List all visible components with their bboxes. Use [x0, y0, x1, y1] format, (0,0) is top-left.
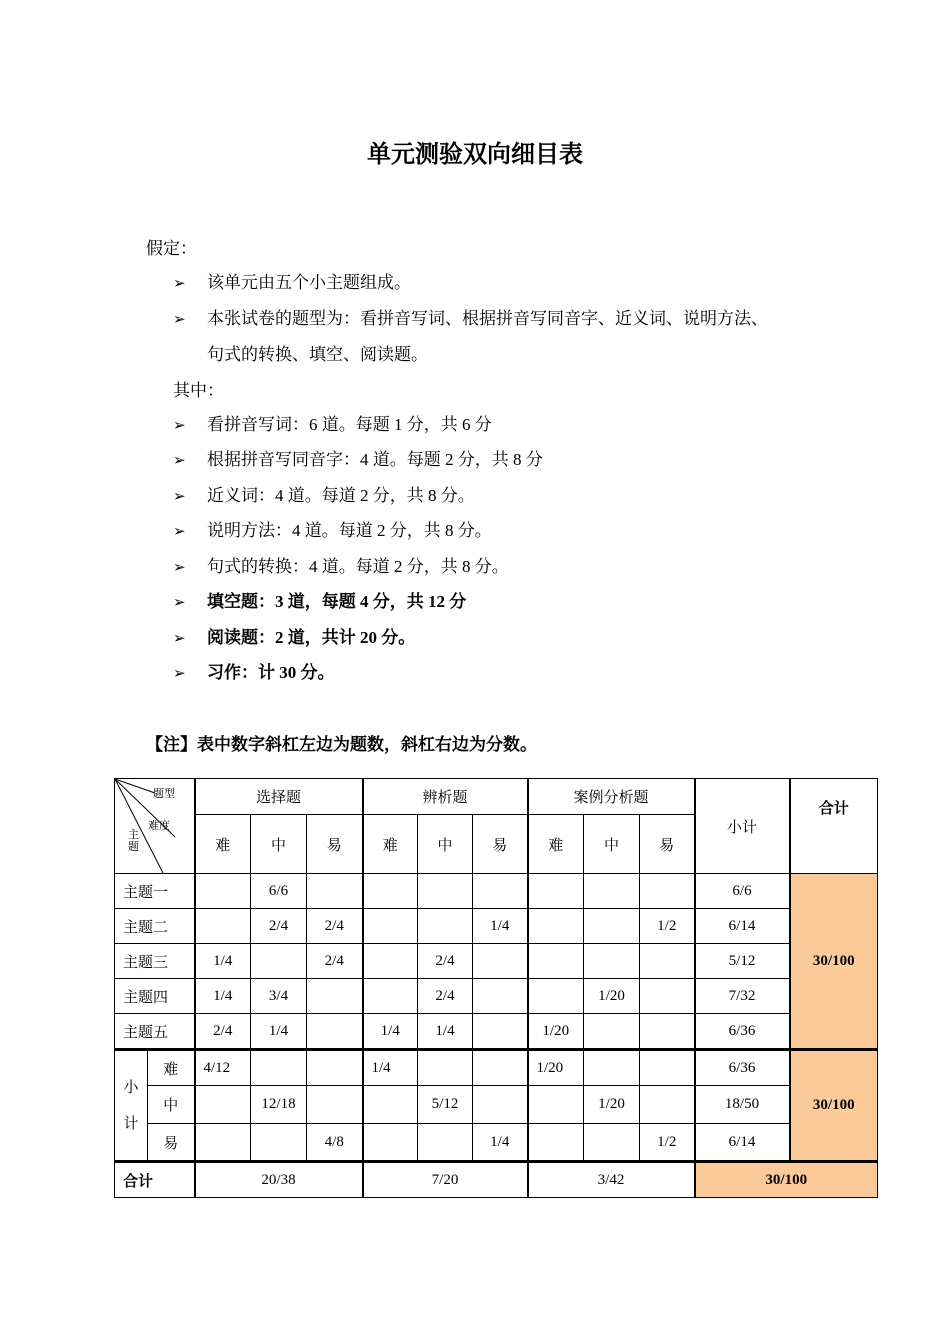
- group-total-cell: 20/38: [195, 1162, 363, 1198]
- level-header: 易: [640, 815, 695, 874]
- table-cell: 1/4: [473, 909, 528, 944]
- table-cell: [363, 944, 418, 979]
- arrow-bullet-icon: ➢: [173, 560, 186, 576]
- table-row: [115, 944, 878, 979]
- table-cell: [307, 1050, 363, 1086]
- among-label: 其中：: [173, 381, 224, 400]
- table-cell: [640, 874, 695, 909]
- level-header: 中: [584, 815, 640, 874]
- table-cell: [363, 1124, 418, 1162]
- table-cell: [584, 1050, 640, 1086]
- table-cell: 1/20: [584, 1086, 640, 1124]
- arrow-bullet-icon: ➢: [173, 489, 186, 505]
- table-cell: 1/4: [251, 1014, 307, 1050]
- table-cell: [640, 979, 695, 1014]
- table-cell: 4/12: [195, 1050, 251, 1086]
- table-cell: [640, 1086, 695, 1124]
- table-cell: [363, 1086, 418, 1124]
- table-cell: 2/4: [418, 944, 473, 979]
- table-row: [115, 874, 878, 909]
- table-cell: 1/4: [418, 1014, 473, 1050]
- table-cell: [528, 1086, 584, 1124]
- table-cell: [363, 874, 418, 909]
- total-header: 合计: [790, 779, 878, 874]
- assumption-2-cont: 句式的转换、填空、阅读题。: [207, 345, 428, 364]
- item-4: 说明方法：4 道。每道 2 分，共 8 分。: [207, 521, 492, 540]
- corner-difficulty-label: 难度: [148, 820, 170, 832]
- table-cell: [528, 979, 584, 1014]
- table-cell: [418, 1124, 473, 1162]
- table-cell: [251, 1124, 307, 1162]
- group-header: 辨析题: [363, 779, 528, 815]
- table-cell: 2/4: [307, 944, 363, 979]
- table-row: [115, 1050, 878, 1086]
- table-cell: [528, 944, 584, 979]
- subtotal-cell: 6/14: [695, 1124, 790, 1162]
- total-row-label: 合计: [115, 1162, 195, 1198]
- table-cell: 4/8: [307, 1124, 363, 1162]
- level-name: 难: [148, 1050, 195, 1086]
- arrow-bullet-icon: ➢: [173, 453, 186, 469]
- table-cell: [307, 1086, 363, 1124]
- table-cell: [473, 1014, 528, 1050]
- table-cell: [584, 874, 640, 909]
- level-header: 中: [251, 815, 307, 874]
- table-cell: [528, 909, 584, 944]
- level-name: 易: [148, 1124, 195, 1162]
- arrow-bullet-icon: ➢: [173, 312, 186, 328]
- table-row: [115, 1162, 878, 1198]
- subtotal-header: 小计: [695, 779, 790, 874]
- table-cell: [584, 909, 640, 944]
- table-cell: [528, 1124, 584, 1162]
- table-cell: [473, 944, 528, 979]
- subtotal-cell: 6/6: [695, 874, 790, 909]
- subtotal-cell: 7/32: [695, 979, 790, 1014]
- group-header: 选择题: [195, 779, 363, 815]
- arrow-bullet-icon: ➢: [173, 418, 186, 434]
- table-cell: 1/4: [195, 944, 251, 979]
- item-6: 填空题：3 道，每题 4 分，共 12 分: [207, 592, 467, 611]
- table-cell: [307, 874, 363, 909]
- level-subtotal-label: 小 计: [115, 1050, 148, 1162]
- table-cell: 1/4: [363, 1014, 418, 1050]
- level-name: 中: [148, 1086, 195, 1124]
- level-header: 难: [195, 815, 251, 874]
- table-cell: [473, 979, 528, 1014]
- table-cell: [363, 909, 418, 944]
- table-cell: 2/4: [418, 979, 473, 1014]
- level-total-cell: 30/100: [790, 1050, 878, 1162]
- table-cell: 1/20: [528, 1050, 584, 1086]
- table-cell: [640, 944, 695, 979]
- topic-total-cell: 30/100: [790, 874, 878, 1050]
- table-row: [115, 1124, 878, 1162]
- table-cell: [473, 1086, 528, 1124]
- table-note: 【注】表中数字斜杠左边为题数，斜杠右边为分数。: [146, 735, 537, 754]
- table-cell: [584, 1014, 640, 1050]
- arrow-bullet-icon: ➢: [173, 666, 186, 682]
- table-cell: 1/2: [640, 909, 695, 944]
- topic-name: 主题二: [115, 909, 195, 944]
- table-row: [115, 1086, 878, 1124]
- table-cell: 1/4: [195, 979, 251, 1014]
- level-header: 中: [418, 815, 473, 874]
- arrow-bullet-icon: ➢: [173, 524, 186, 540]
- item-2: 根据拼音写同音字：4 道。每题 2 分，共 8 分: [207, 450, 543, 469]
- level-header: 易: [307, 815, 363, 874]
- table-cell: [640, 1014, 695, 1050]
- assumption-1: 该单元由五个小主题组成。: [207, 273, 411, 292]
- arrow-bullet-icon: ➢: [173, 595, 186, 611]
- table-cell: [640, 1050, 695, 1086]
- item-1: 看拼音写词：6 道。每题 1 分，共 6 分: [207, 415, 492, 434]
- corner-cell: [115, 779, 195, 874]
- table-cell: [307, 979, 363, 1014]
- table-cell: [307, 1014, 363, 1050]
- table-cell: 2/4: [307, 909, 363, 944]
- table-cell: [195, 874, 251, 909]
- subtotal-cell: 6/36: [695, 1050, 790, 1086]
- group-total-cell: 7/20: [363, 1162, 528, 1198]
- table-cell: [195, 909, 251, 944]
- table-cell: 1/20: [528, 1014, 584, 1050]
- item-8: 习作：计 30 分。: [207, 663, 335, 682]
- intro-label: 假定：: [146, 239, 197, 258]
- table-cell: 1/4: [473, 1124, 528, 1162]
- subtotal-cell: 5/12: [695, 944, 790, 979]
- item-3: 近义词：4 道。每道 2 分，共 8 分。: [207, 486, 475, 505]
- subtotal-cell: 18/50: [695, 1086, 790, 1124]
- table-row: [115, 1014, 878, 1050]
- subtotal-cell: 6/14: [695, 909, 790, 944]
- corner-type-label: 题型: [153, 788, 175, 800]
- group-total-cell: 3/42: [528, 1162, 695, 1198]
- table-cell: [584, 944, 640, 979]
- item-7: 阅读题：2 道，共计 20 分。: [207, 628, 416, 647]
- level-header: 易: [473, 815, 528, 874]
- topic-name: 主题三: [115, 944, 195, 979]
- grand-total-cell: 30/100: [695, 1162, 878, 1198]
- table-cell: [251, 944, 307, 979]
- table-cell: [528, 874, 584, 909]
- item-5: 句式的转换：4 道。每道 2 分，共 8 分。: [207, 557, 509, 576]
- table-cell: 1/4: [363, 1050, 418, 1086]
- arrow-bullet-icon: ➢: [173, 276, 186, 292]
- spec-table: [114, 778, 878, 1198]
- topic-name: 主题四: [115, 979, 195, 1014]
- assumption-2: 本张试卷的题型为：看拼音写词、根据拼音写同音字、近义词、说明方法、: [207, 309, 768, 328]
- corner-topic-label: 主 题: [128, 829, 139, 853]
- table-cell: [584, 1124, 640, 1162]
- table-cell: [418, 909, 473, 944]
- table-cell: [195, 1086, 251, 1124]
- table-cell: [251, 1050, 307, 1086]
- level-header: 难: [528, 815, 584, 874]
- subtotal-cell: 6/36: [695, 1014, 790, 1050]
- table-cell: [363, 979, 418, 1014]
- table-row: [115, 909, 878, 944]
- table-cell: 5/12: [418, 1086, 473, 1124]
- table-cell: [418, 874, 473, 909]
- level-header: 难: [363, 815, 418, 874]
- table-cell: 1/20: [584, 979, 640, 1014]
- table-cell: [418, 1050, 473, 1086]
- topic-name: 主题一: [115, 874, 195, 909]
- table-cell: 1/2: [640, 1124, 695, 1162]
- table-cell: 3/4: [251, 979, 307, 1014]
- page-title: 单元测验双向细目表: [367, 140, 583, 168]
- table-cell: [473, 874, 528, 909]
- table-cell: 2/4: [251, 909, 307, 944]
- table-cell: [473, 1050, 528, 1086]
- arrow-bullet-icon: ➢: [173, 631, 186, 647]
- table-cell: 12/18: [251, 1086, 307, 1124]
- table-row: [115, 979, 878, 1014]
- group-header: 案例分析题: [528, 779, 695, 815]
- topic-name: 主题五: [115, 1014, 195, 1050]
- table-cell: 6/6: [251, 874, 307, 909]
- table-cell: 2/4: [195, 1014, 251, 1050]
- table-cell: [195, 1124, 251, 1162]
